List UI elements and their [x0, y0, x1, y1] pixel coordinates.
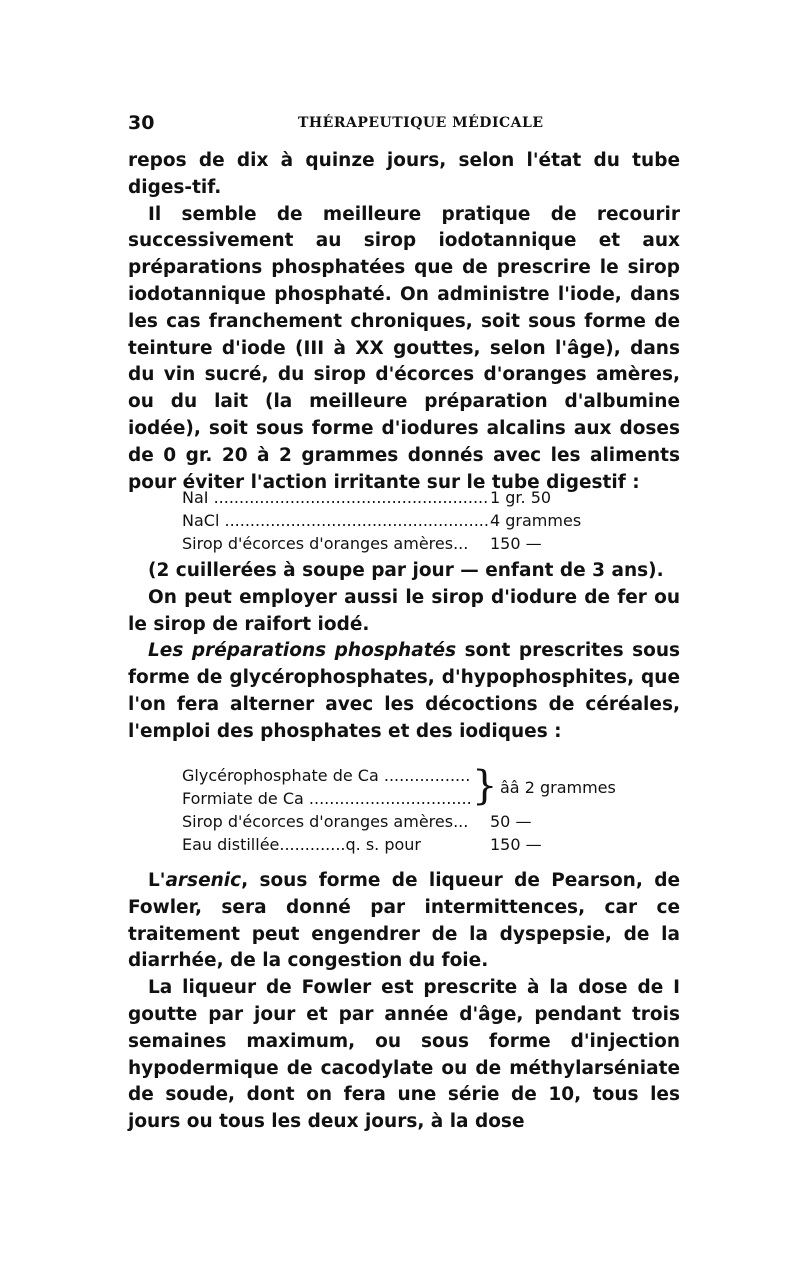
paragraph-3: (2 cuillerées à soupe par jour — enfant de 3 ans). — [148, 560, 664, 581]
formula-row — [182, 486, 652, 509]
formula-row — [182, 810, 652, 833]
ingredient-dose: 150 — — [490, 534, 542, 553]
ingredient-name: Eau distillée.............q. s. pour — [182, 835, 421, 854]
ingredient-dose: 4 grammes — [490, 511, 582, 530]
paragraph-4: On peut employer aussi le sirop d'iodure de fer ou le sirop de raifort iodé. — [128, 586, 680, 635]
formula-phosphate — [182, 764, 652, 856]
brace-group — [182, 764, 652, 810]
formula-iodide — [182, 486, 652, 555]
brace-dose: ââ 2 grammes — [500, 778, 616, 797]
ingredient-name: Sirop d'écorces d'oranges amères... — [182, 534, 469, 553]
ingredient-dose: 50 — — [490, 812, 532, 831]
ingredient-dose: 150 — — [490, 835, 542, 854]
text-block-1 — [128, 148, 680, 496]
brace-icon: } — [472, 763, 498, 809]
paragraph-1: repos de dix à quinze jours, selon l'état du tube diges-tif. — [128, 150, 680, 198]
paragraph-2: Il semble de meilleure pratique de recourir successivement au sirop iodotannique et aux préparations phosphatées que de prescrire le sirop iodotannique phosphaté. On administre l'iode, dans les cas franchement chroniques, soit sous forme de teinture d'iode (III à XX gouttes, selon l'âge), dans du vin sucré, du sirop d'écorces d'oranges amères, ou du lait (la meilleure préparation d'albumine iodée), soit sous forme d'iodures alcalins aux doses de 0 gr. 20 à 2 grammes donnés avec les aliments pour éviter l'action irritante sur le tube digestif : — [128, 203, 680, 493]
ingredient-name: Formiate de Ca — [182, 789, 304, 808]
paragraph-6: L'arsenic, sous forme de liqueur de Pearson, de Fowler, sera donné par intermittences, car ce traitement peut engendrer de la dyspepsie, de la diarrhée, de la congestion du foie. — [128, 870, 680, 972]
text-block-2 — [128, 558, 680, 746]
formula-row — [182, 532, 652, 555]
ingredient-name: NaI — [182, 488, 209, 507]
ingredient-name: Glycérophosphate de Ca — [182, 766, 379, 785]
formula-row — [182, 509, 652, 532]
ingredient-dose: 1 gr. 50 — [490, 488, 552, 507]
ingredient-name: NaCl — [182, 511, 220, 530]
emphasis-text: Les préparations phosphatés — [148, 640, 457, 662]
formula-row — [182, 833, 652, 856]
emphasis-text: arsenic — [165, 870, 242, 891]
page-number: 30 — [128, 112, 155, 134]
paragraph-7: La liqueur de Fowler est prescrite à la dose de I goutte par jour et par année d'âge, pendant trois semaines maximum, ou sous forme d'injection hypodermique de cacodylate ou de méthylarséniate de soude, dont on fera une série de 10, tous les jours ou tous les deux jours, à la dose — [128, 977, 680, 1133]
ingredient-name: Sirop d'écorces d'oranges amères... — [182, 812, 469, 831]
page-header — [128, 112, 680, 138]
paragraph-5: Les préparations phosphatés sont prescrites sous forme de glycérophosphates, d'hypophosphites, que l'on fera alterner avec les décoctions de céréales, l'emploi des phosphates et des iodiques : — [128, 640, 680, 742]
text-block-3 — [128, 868, 680, 1136]
running-title: THÉRAPEUTIQUE MÉDICALE — [298, 115, 544, 131]
